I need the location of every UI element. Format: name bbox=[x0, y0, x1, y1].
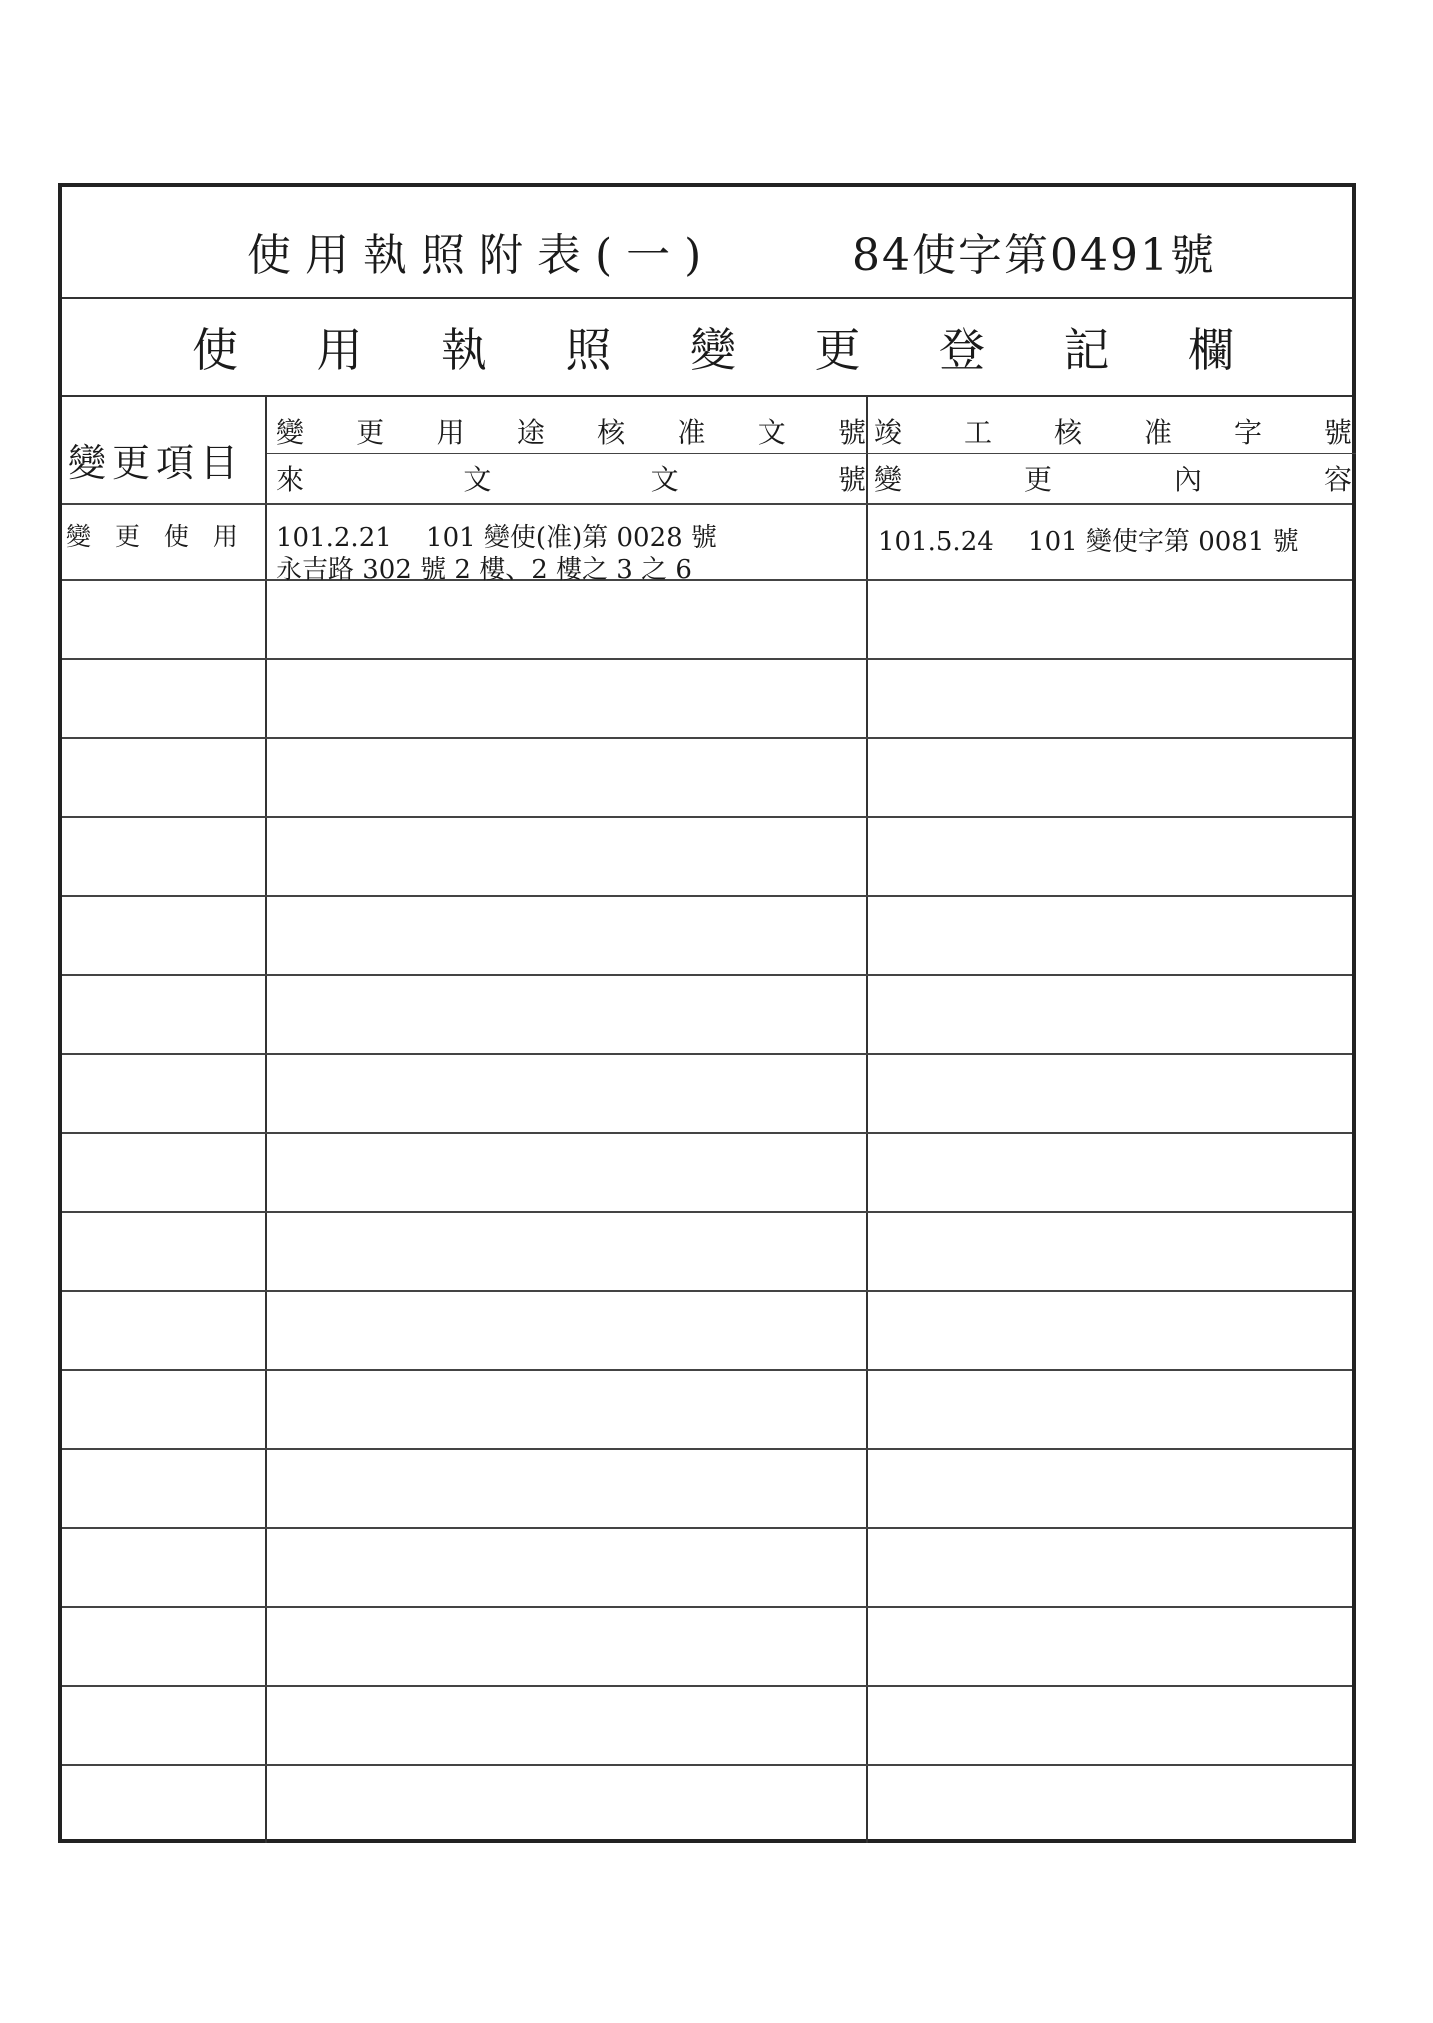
header-char: 變 bbox=[276, 416, 305, 449]
header-char: 號 bbox=[837, 416, 866, 449]
header-char: 准 bbox=[677, 416, 706, 449]
section-title-char: 用 bbox=[316, 323, 363, 377]
usage-permit-form bbox=[58, 183, 1356, 1843]
change-item-cell: 變 更 使 用 bbox=[66, 522, 246, 551]
incoming-doc-number-header bbox=[276, 455, 866, 501]
approval-doc-number-header bbox=[276, 409, 866, 453]
row-divider bbox=[62, 1211, 1352, 1213]
row-divider bbox=[62, 974, 1352, 976]
row-divider bbox=[62, 1764, 1352, 1766]
row-divider bbox=[62, 816, 1352, 818]
row-divider bbox=[62, 1290, 1352, 1292]
header-char: 文 bbox=[650, 463, 679, 496]
column-divider bbox=[866, 397, 868, 1843]
section-title-char: 登 bbox=[939, 323, 985, 377]
row-divider bbox=[62, 895, 1352, 897]
header-char: 字 bbox=[1233, 416, 1262, 449]
header-char: 途 bbox=[516, 416, 545, 449]
row-divider bbox=[62, 1527, 1352, 1529]
header-char: 文 bbox=[463, 463, 492, 496]
header-char: 變 bbox=[874, 463, 903, 496]
section-title-char: 使 bbox=[192, 323, 238, 377]
header-char: 內 bbox=[1173, 463, 1202, 496]
header-char: 文 bbox=[757, 416, 786, 449]
section-title-char: 欄 bbox=[1188, 323, 1234, 377]
row-divider bbox=[62, 1132, 1352, 1134]
section-title-char: 照 bbox=[565, 323, 612, 377]
address-cell: 永吉路 302 號 2 樓、2 樓之 3 之 6 bbox=[276, 555, 692, 585]
row-divider bbox=[62, 1685, 1352, 1687]
header-mid-divider bbox=[267, 453, 1356, 454]
row-divider bbox=[62, 579, 1352, 581]
row-divider bbox=[62, 1053, 1352, 1055]
change-item-header: 變更項目 bbox=[68, 441, 245, 485]
header-char: 竣 bbox=[874, 416, 903, 449]
section-title-char: 更 bbox=[814, 323, 861, 377]
completion-number-cell: 101.5.24 101 變使字第 0081 號 bbox=[878, 527, 1299, 557]
row-divider bbox=[62, 737, 1352, 739]
section-title bbox=[62, 299, 1352, 397]
header-char: 核 bbox=[597, 416, 626, 449]
header-char: 來 bbox=[276, 463, 305, 496]
column-divider bbox=[265, 397, 267, 1843]
row-divider bbox=[62, 1448, 1352, 1450]
header-bottom-divider bbox=[62, 503, 1352, 505]
header-char: 核 bbox=[1053, 416, 1082, 449]
header-char: 號 bbox=[837, 463, 866, 496]
form-title: 使用執照附表(一) bbox=[247, 230, 716, 281]
header-char: 用 bbox=[436, 416, 465, 449]
section-title-char: 變 bbox=[690, 323, 736, 377]
completion-approval-number-header bbox=[874, 409, 1352, 453]
row-divider bbox=[62, 1606, 1352, 1608]
approval-doc-cell: 101.2.21 101 變使(准)第 0028 號 bbox=[276, 523, 717, 553]
header-char: 容 bbox=[1323, 463, 1352, 496]
header-char: 號 bbox=[1323, 416, 1352, 449]
header-char: 工 bbox=[963, 416, 992, 449]
change-content-header bbox=[874, 455, 1352, 501]
header-char: 更 bbox=[356, 416, 385, 449]
permit-number: 84使字第0491號 bbox=[852, 230, 1216, 281]
header-char: 更 bbox=[1023, 463, 1052, 496]
header-char: 准 bbox=[1143, 416, 1172, 449]
section-title-char: 執 bbox=[441, 323, 487, 377]
row-divider bbox=[62, 1369, 1352, 1371]
section-title-char: 記 bbox=[1063, 323, 1110, 377]
row-divider bbox=[62, 658, 1352, 660]
form-title-bar bbox=[62, 187, 1352, 299]
